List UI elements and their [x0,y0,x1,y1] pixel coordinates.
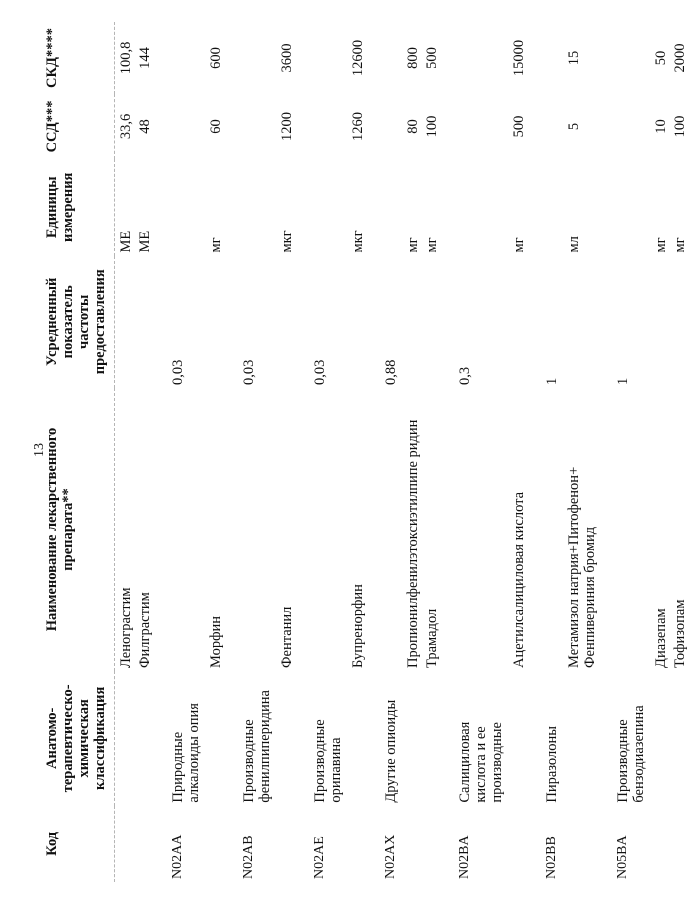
cell-ssd [601,94,650,159]
page-number: 13 [32,443,47,457]
cell-ssd [530,94,563,159]
cell-frequency [115,256,138,388]
table-row [508,22,530,882]
table-body [115,22,691,882]
cell-unit: мкг [279,230,295,253]
cell-code: N02BA [457,835,472,879]
cell-frequency [402,256,424,388]
cell-atc [276,671,298,806]
cell-code: N02AB [241,835,256,879]
header-ssd: ССД*** [40,94,115,159]
cell-ssd: 1200 [279,111,295,141]
cell-skd [298,22,347,94]
cell-frequency [205,256,227,388]
cell-unit [530,159,563,256]
table-header-row [40,22,115,882]
cell-ssd: 100 [672,115,688,138]
cell-unit: мг [208,237,224,253]
cell-drug [530,388,563,671]
cell-drug: Ленограстим [118,587,134,668]
cell-code: N02AA [170,834,185,879]
table-row [369,22,402,882]
cell-atc: Пиразолоны [544,726,560,803]
cell-unit: МЕ [118,230,134,253]
table-row [227,22,276,882]
drug-table-page [40,22,688,882]
cell-unit: мг [424,237,440,253]
header-code: Код [40,806,115,882]
header-skd: СКД**** [40,22,115,94]
cell-frequency: 0,88 [383,359,399,386]
table-row [530,22,563,882]
cell-drug [227,388,276,671]
cell-skd: 600 [208,47,224,69]
cell-code: N02AX [383,834,398,879]
cell-drug [369,388,402,671]
cell-frequency [508,256,530,388]
cell-atc: Производные бензодиазепина [615,705,647,803]
cell-skd: 2000 [672,43,688,73]
cell-frequency [347,256,369,388]
cell-skd: 12600 [350,39,366,77]
cell-unit [443,159,508,256]
cell-atc [563,671,601,806]
cell-skd: 500 [424,47,440,69]
cell-atc [205,671,227,806]
cell-skd [369,22,402,94]
cell-skd [601,22,650,94]
cell-drug [601,388,650,671]
table-row [115,22,138,882]
cell-ssd: 5 [566,122,582,131]
cell-code: N02AE [312,836,327,879]
cell-code [672,806,691,882]
cell-ssd: 48 [137,119,153,134]
cell-drug: Бупренорфин [350,584,366,668]
cell-atc: Другие опиоиды [383,699,399,803]
cell-ssd: 1260 [350,111,366,141]
table-row [563,22,601,882]
cell-unit: мг [653,237,669,253]
cell-unit [227,159,276,256]
cell-code [424,806,443,882]
cell-skd [443,22,508,94]
cell-code [650,806,672,882]
cell-unit [156,159,205,256]
cell-skd: 15000 [511,39,527,77]
cell-atc [402,671,424,806]
cell-frequency: 0,3 [457,366,473,386]
cell-code [563,806,601,882]
cell-ssd: 60 [208,119,224,134]
cell-skd: 800 [405,47,421,69]
cell-frequency: 1 [544,377,560,386]
cell-ssd [156,94,205,159]
table-row [402,22,424,882]
cell-ssd: 500 [511,115,527,138]
cell-atc [115,671,138,806]
cell-skd: 50 [653,50,669,66]
cell-skd: 3600 [279,43,295,73]
cell-drug: Филграстим [137,592,153,668]
table-row [205,22,227,882]
cell-frequency: 1 [615,377,631,386]
cell-drug [443,388,508,671]
cell-unit: мл [566,236,582,253]
cell-atc [347,671,369,806]
cell-unit: мг [672,237,688,253]
cell-atc [672,671,691,806]
cell-drug: Трамадол [424,608,440,668]
cell-drug: Метамизол натрия+Питофенон+ Фенпивериния бромид [566,466,598,668]
cell-skd [156,22,205,94]
cell-atc [137,671,156,806]
cell-unit: мг [405,237,421,253]
cell-drug: Тофизопам [672,599,688,668]
cell-ssd [227,94,276,159]
cell-code [402,806,424,882]
drug-table [40,22,691,882]
table-row [424,22,443,882]
cell-drug [298,388,347,671]
table-row [137,22,156,882]
cell-frequency [137,256,156,388]
cell-atc: Салициловая кислота и ее производные [457,721,505,803]
cell-atc: Производные орипавина [312,719,344,803]
table-row [347,22,369,882]
cell-drug: Морфин [208,615,224,668]
table-row [443,22,508,882]
cell-unit: мг [511,237,527,253]
cell-unit: мкг [350,230,366,253]
cell-atc [508,671,530,806]
table-row [156,22,205,882]
cell-ssd: 10 [653,119,669,134]
cell-code [276,806,298,882]
cell-ssd [369,94,402,159]
cell-frequency [276,256,298,388]
cell-frequency [424,256,443,388]
table-row [601,22,650,882]
cell-frequency [650,256,672,388]
cell-skd: 100,8 [118,41,134,75]
cell-unit [369,159,402,256]
cell-unit: МЕ [137,230,153,253]
cell-ssd: 80 [405,119,421,134]
table-row [672,22,691,882]
cell-atc [650,671,672,806]
cell-code: N05BA [615,835,630,879]
cell-unit [601,159,650,256]
cell-frequency [563,256,601,388]
cell-frequency [672,256,691,388]
cell-code [205,806,227,882]
cell-code [137,806,156,882]
cell-atc [424,671,443,806]
cell-ssd [443,94,508,159]
cell-skd [227,22,276,94]
cell-frequency: 0,03 [170,359,186,386]
cell-skd: 15 [566,50,582,66]
cell-ssd [298,94,347,159]
table-row [298,22,347,882]
header-atc: Анатомо-терапевтическо-химическая классификация [40,671,115,806]
cell-skd [530,22,563,94]
cell-drug: Пропионилфенилэтоксиэтилпипе ридин [405,419,421,668]
cell-skd: 144 [137,47,153,69]
table-row [650,22,672,882]
header-frequency: Усредненный показатель частоты предоставления [40,256,115,388]
cell-code [347,806,369,882]
cell-code [115,806,138,882]
table-row [276,22,298,882]
cell-atc: Природные алкалоиды опия [170,703,202,803]
header-unit: Единицы измерения [40,159,115,256]
cell-atc: Производные фенилпиперидина [241,690,273,803]
cell-code [508,806,530,882]
header-drug: Наименование лекарственного препарата** [40,388,115,671]
cell-unit [298,159,347,256]
cell-drug: Ацетилсалициловая кислота [511,491,527,668]
cell-frequency: 0,03 [312,359,328,386]
cell-drug: Фентанил [279,606,295,668]
cell-frequency: 0,03 [241,359,257,386]
cell-ssd: 100 [424,115,440,138]
cell-drug: Диазепам [653,608,669,668]
cell-ssd: 33,6 [118,113,134,140]
cell-drug [156,388,205,671]
cell-code: N02BB [544,836,559,879]
